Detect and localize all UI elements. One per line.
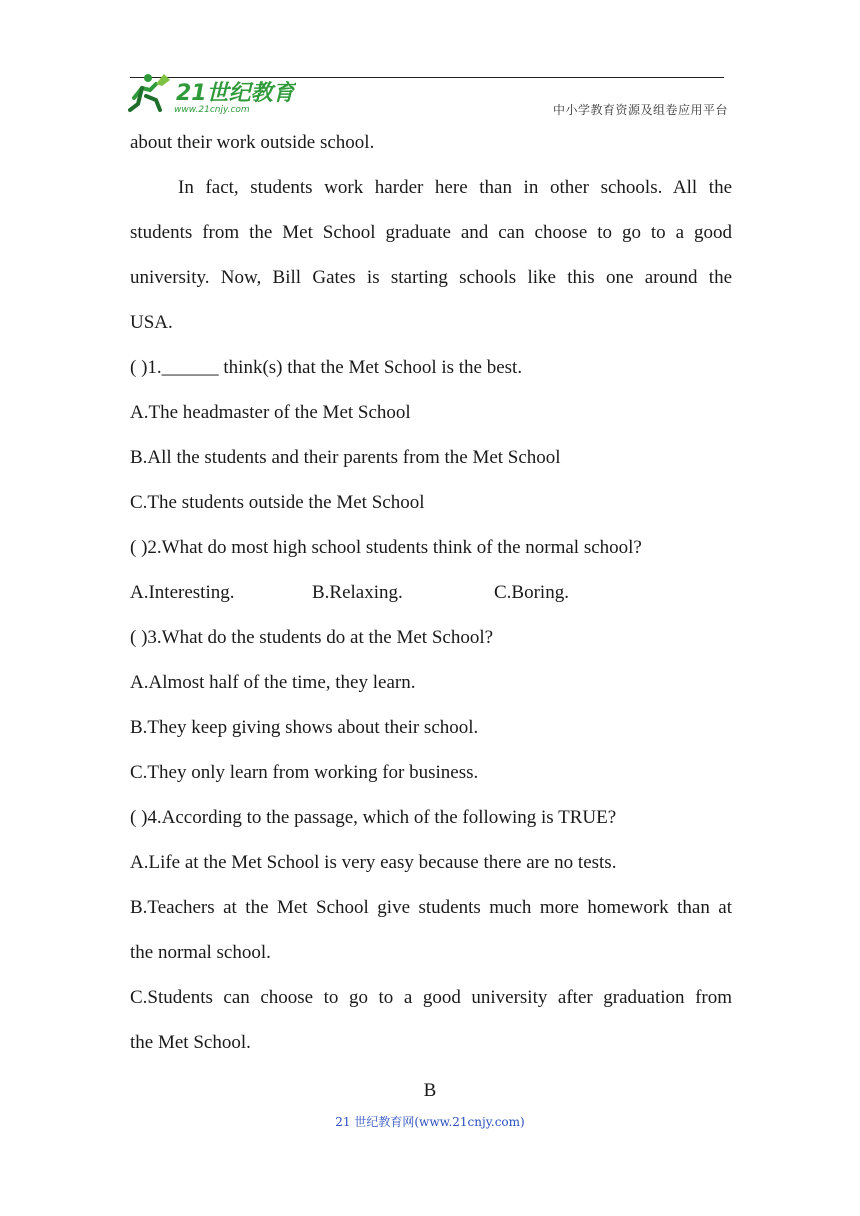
page-footer: 21 世纪教育网(www.21cnjy.com) (335, 1115, 525, 1129)
question-3-stem: ( )3.What do the students do at the Met School? (130, 627, 494, 648)
question-2-option-a: A.Interesting. (130, 582, 235, 603)
header-tagline: 中小学教育资源及组卷应用平台 (552, 103, 728, 117)
question-2-option-c: C.Boring. (494, 582, 569, 603)
question-4-stem: ( )4.According to the passage, which of the following is TRUE? (130, 807, 617, 828)
question-2-option-b: B.Relaxing. (312, 582, 403, 603)
question-1-option-a: A.The headmaster of the Met School (130, 402, 411, 423)
logo-graphic (126, 70, 296, 116)
passage-line: university. Now, Bill Gates is starting schools like this one around the (130, 267, 732, 288)
passage-line: about their work outside school. (130, 132, 375, 153)
question-4-option-c-cont: the Met School. (130, 1032, 251, 1053)
passage-line: students from the Met School graduate and can choose to go to a good (130, 222, 732, 243)
question-3-option-b: B.They keep giving shows about their school. (130, 717, 479, 738)
question-4-option-c: C.Students can choose to go to a good university after graduation from (130, 987, 732, 1008)
question-1-stem: ( )1.______ think(s) that the Met School is the best. (130, 357, 523, 378)
passage-line: In fact, students work harder here than in other schools. All the (178, 177, 732, 198)
logo-url: www.21cnjy.com (174, 105, 250, 115)
section-heading: B (423, 1080, 437, 1101)
question-2-options (130, 570, 732, 615)
question-4-option-a: A.Life at the Met School is very easy because there are no tests. (130, 852, 617, 873)
page-body (130, 120, 732, 1065)
question-2-stem: ( )2.What do most high school students think of the normal school? (130, 537, 642, 558)
question-1-option-b: B.All the students and their parents from the Met School (130, 447, 561, 468)
question-3-option-a: A.Almost half of the time, they learn. (130, 672, 416, 693)
question-4-option-b: B.Teachers at the Met School give students much more homework than at (130, 897, 732, 918)
site-logo (126, 70, 296, 116)
question-3-option-c: C.They only learn from working for business. (130, 762, 479, 783)
passage-line: USA. (130, 312, 173, 333)
question-4-option-b-cont: the normal school. (130, 942, 271, 963)
question-1-option-c: C.The students outside the Met School (130, 492, 425, 513)
logo-text: 21世纪教育 (176, 81, 295, 106)
